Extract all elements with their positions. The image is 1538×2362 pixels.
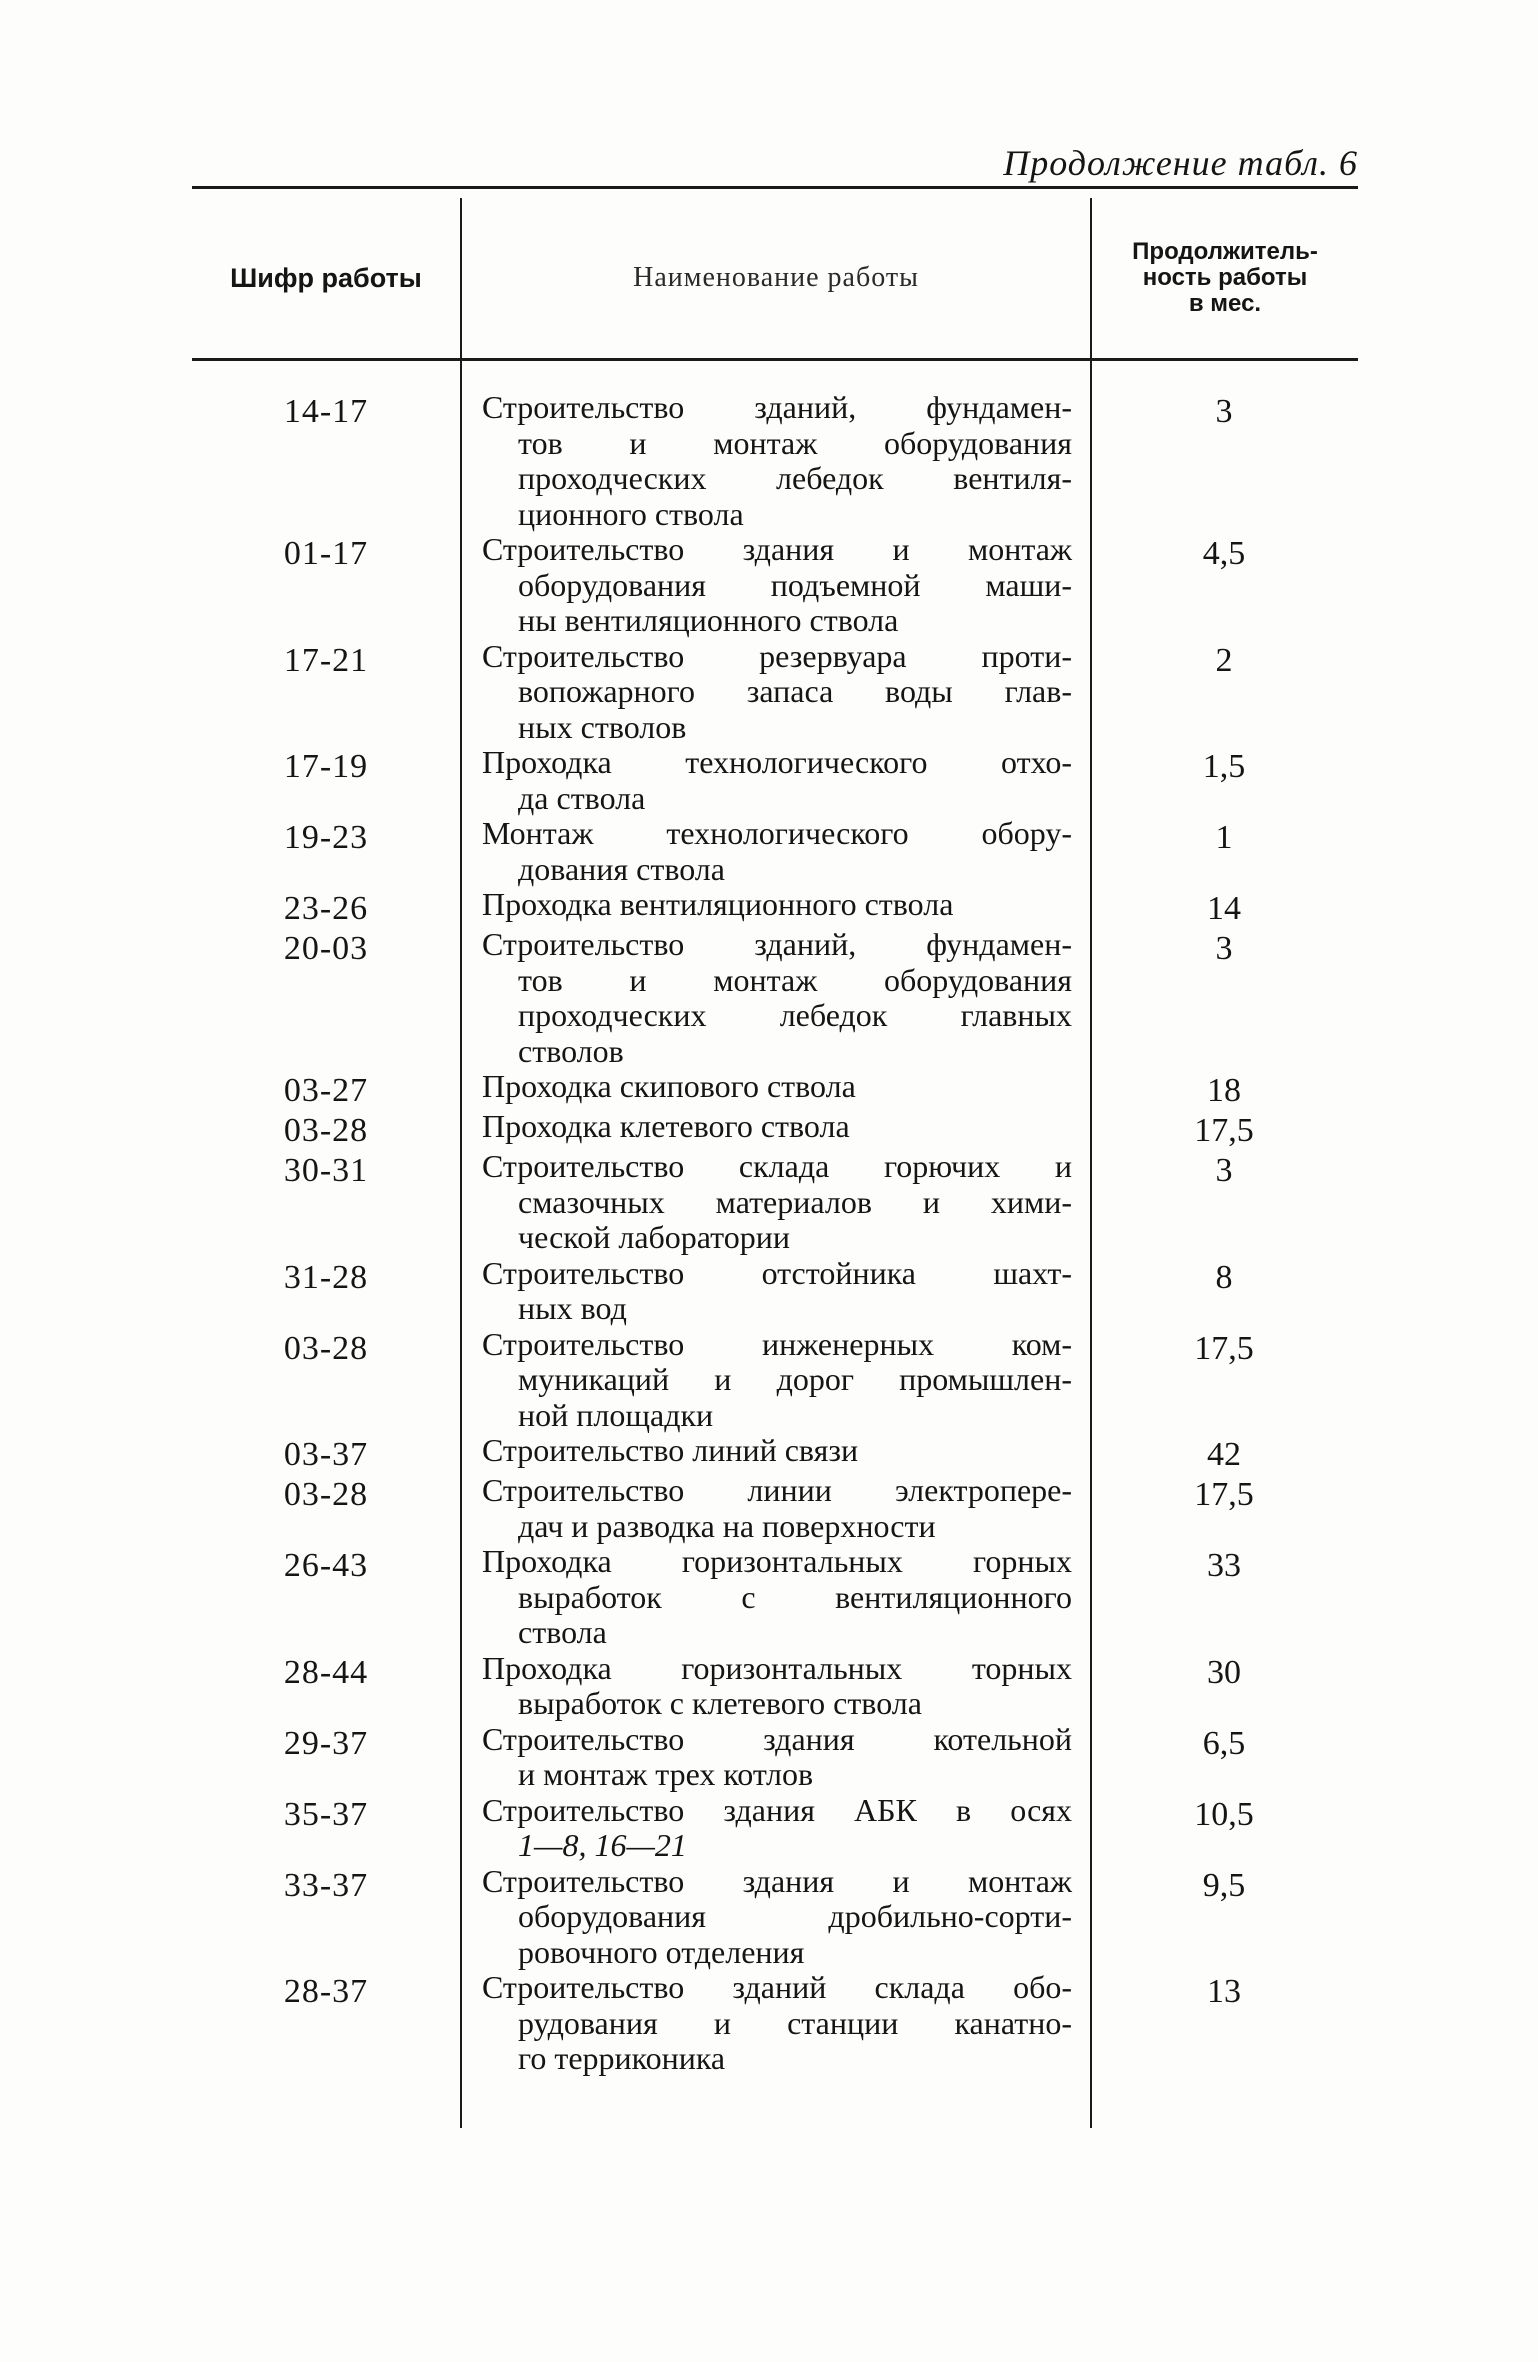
work-code: 19-23 xyxy=(283,819,369,856)
table-top-rule xyxy=(192,186,1358,189)
work-name-line: ны вентиляционного ствола xyxy=(518,602,899,638)
work-name xyxy=(460,1327,1090,1434)
work-duration: 1,5 xyxy=(1202,748,1246,785)
table-row xyxy=(192,816,1358,887)
work-name xyxy=(460,1109,1090,1149)
work-duration: 8 xyxy=(1215,1258,1233,1296)
work-name xyxy=(460,745,1090,816)
header-name: Наименование работы xyxy=(633,262,919,293)
work-name-line: ровочного отделения xyxy=(518,1933,805,1970)
work-name-line: Строительство линий связи xyxy=(482,1432,859,1468)
work-name xyxy=(460,887,1090,927)
work-name xyxy=(460,1793,1090,1864)
work-code: 30-31 xyxy=(283,1152,369,1189)
work-code: 28-44 xyxy=(283,1653,369,1691)
work-name xyxy=(460,816,1090,887)
work-name-line: Строительство здания и монтаж xyxy=(482,531,1072,567)
work-code: 20-03 xyxy=(283,930,369,967)
header-duration xyxy=(1092,200,1358,356)
work-name xyxy=(460,927,1090,1069)
work-duration: 10,5 xyxy=(1194,1795,1254,1833)
table-header-rule xyxy=(192,358,1358,361)
table-row xyxy=(192,1433,1358,1473)
work-name-line: Проходка горизонтальных торных xyxy=(482,1649,1072,1686)
work-name-line: Проходка клетевого ствола xyxy=(482,1108,850,1144)
work-name-line: Строительство линии электропере- xyxy=(482,1472,1072,1508)
work-code: 26-43 xyxy=(283,1547,369,1584)
table-row xyxy=(192,1864,1358,1971)
work-code: 29-37 xyxy=(283,1724,369,1762)
work-name xyxy=(460,532,1090,639)
work-code: 28-37 xyxy=(283,1973,369,2010)
work-duration: 17,5 xyxy=(1194,1329,1254,1367)
work-name-line: стволов xyxy=(518,1032,624,1069)
header-code: Шифр работы xyxy=(230,262,422,293)
work-name-line: муникаций и дорог промышлен- xyxy=(518,1361,1072,1397)
work-name-line: Строительство здания АБК в осях xyxy=(482,1791,1072,1828)
work-name-line: го терриконика xyxy=(518,2040,726,2076)
work-duration: 17,5 xyxy=(1194,1112,1254,1149)
work-duration: 42 xyxy=(1207,1436,1241,1473)
work-duration: 3 xyxy=(1215,393,1233,430)
work-name-line: дования ствола xyxy=(518,850,725,887)
table-row xyxy=(192,745,1358,816)
table-row xyxy=(192,1109,1358,1149)
work-code: 03-28 xyxy=(283,1329,369,1367)
work-name xyxy=(460,1473,1090,1544)
work-name-line: Монтаж технологического обору- xyxy=(482,815,1072,851)
work-name xyxy=(460,639,1090,746)
work-name xyxy=(460,1970,1090,2077)
work-duration: 2 xyxy=(1215,641,1233,679)
work-name-line: Строительство отстойника шахт- xyxy=(482,1254,1072,1291)
work-duration: 6,5 xyxy=(1202,1724,1246,1762)
work-name-line: Строительство зданий, фундамен- xyxy=(482,389,1072,425)
work-name-line: Строительство здания и монтаж xyxy=(482,1862,1072,1899)
work-duration: 33 xyxy=(1207,1547,1241,1584)
work-name-line: ной площадки xyxy=(518,1396,714,1433)
work-name-line: тов и монтаж оборудования xyxy=(518,424,1072,461)
table-row xyxy=(192,1651,1358,1722)
work-name-line: Проходка вентиляционного ствола xyxy=(482,886,954,922)
work-duration: 9,5 xyxy=(1202,1866,1246,1904)
work-name-line: дач и разводка на поверхности xyxy=(518,1507,936,1544)
header-duration-line: Продолжитель- xyxy=(1132,238,1318,265)
table-row xyxy=(192,887,1358,927)
work-code: 33-37 xyxy=(283,1866,369,1904)
work-name-line: ных вод xyxy=(518,1290,627,1326)
work-duration: 14 xyxy=(1207,890,1241,927)
work-name-line: вопожарного запаса воды глав- xyxy=(518,673,1072,709)
table-row xyxy=(192,532,1358,639)
work-name xyxy=(460,1256,1090,1327)
work-name-line: да ствола xyxy=(518,779,646,816)
table-row xyxy=(192,639,1358,746)
work-name-line: ных стволов xyxy=(518,708,687,745)
work-code: 03-27 xyxy=(283,1072,369,1109)
work-name-line: Проходка технологического отхо- xyxy=(482,744,1072,780)
work-duration: 18 xyxy=(1207,1072,1241,1109)
work-name-line: оборудования подъемной маши- xyxy=(518,566,1072,603)
work-duration: 1 xyxy=(1215,819,1233,856)
header-duration-line: ность работы xyxy=(1142,264,1308,291)
work-code: 01-17 xyxy=(283,535,369,572)
work-code: 23-26 xyxy=(283,890,369,927)
work-name-line: ционного ствола xyxy=(518,495,744,532)
work-code: 31-28 xyxy=(283,1258,369,1296)
work-name xyxy=(460,1544,1090,1651)
work-name-line: Проходка скипового ствола xyxy=(482,1068,856,1104)
work-name-line: ческой лаборатории xyxy=(518,1219,790,1255)
work-name xyxy=(460,390,1090,532)
work-name-line: проходческих лебедок главных xyxy=(518,997,1072,1033)
work-name-line: Строительство инженерных ком- xyxy=(482,1325,1072,1362)
work-name-line: выработок с вентиляционного xyxy=(518,1578,1072,1615)
work-name-line: выработок с клетевого ствола xyxy=(518,1685,922,1721)
work-duration: 3 xyxy=(1215,930,1233,967)
work-duration: 17,5 xyxy=(1194,1476,1254,1513)
work-name-line: ствола xyxy=(518,1614,607,1650)
work-name xyxy=(460,1651,1090,1722)
header-duration-line: в мес. xyxy=(1188,290,1262,317)
work-name xyxy=(460,1864,1090,1971)
work-duration: 4,5 xyxy=(1202,535,1246,572)
work-code: 35-37 xyxy=(283,1795,369,1833)
work-name-line: Строительство резервуара проти- xyxy=(482,637,1072,674)
table-row xyxy=(192,1069,1358,1109)
work-code: 03-28 xyxy=(283,1112,369,1149)
work-code: 03-28 xyxy=(283,1476,369,1513)
work-duration: 3 xyxy=(1215,1152,1233,1189)
work-code: 17-21 xyxy=(283,641,369,679)
table-row xyxy=(192,390,1358,532)
work-name xyxy=(460,1069,1090,1109)
table-caption: Продолжение табл. 6 xyxy=(1003,143,1358,183)
work-name-line: Строительство склада горючих и xyxy=(482,1148,1072,1184)
work-name-line: оборудования дробильно-сорти- xyxy=(518,1898,1072,1934)
work-name-line: 1—8, 16—21 xyxy=(518,1827,687,1863)
work-name xyxy=(460,1433,1090,1473)
work-duration: 30 xyxy=(1207,1653,1241,1691)
work-name-line: Строительство зданий, фундамен- xyxy=(482,926,1072,962)
table-row xyxy=(192,1970,1358,2077)
work-name xyxy=(460,1149,1090,1256)
table-row xyxy=(192,1327,1358,1434)
table-row xyxy=(192,1722,1358,1793)
work-name-line: проходческих лебедок вентиля- xyxy=(518,460,1072,496)
work-name-line: Строительство зданий склада обо- xyxy=(482,1969,1072,2005)
work-name-line: рудования и станции канатно- xyxy=(518,2004,1072,2041)
work-duration: 13 xyxy=(1207,1973,1241,2010)
work-name-line: и монтаж трех котлов xyxy=(518,1756,814,1792)
table-row xyxy=(192,1473,1358,1544)
work-code: 14-17 xyxy=(283,393,369,430)
table-row xyxy=(192,1793,1358,1864)
work-code: 03-37 xyxy=(283,1436,369,1473)
work-name-line: Проходка горизонтальных горных xyxy=(482,1543,1072,1579)
table-row xyxy=(192,1256,1358,1327)
table-row xyxy=(192,1544,1358,1651)
table-row xyxy=(192,1149,1358,1256)
table-body xyxy=(192,390,1358,2077)
work-name-line: тов и монтаж оборудования xyxy=(518,961,1072,998)
work-name xyxy=(460,1722,1090,1793)
work-name-line: смазочных материалов и хими- xyxy=(518,1183,1072,1220)
work-name-line: Строительство здания котельной xyxy=(482,1720,1072,1757)
table-row xyxy=(192,927,1358,1069)
work-code: 17-19 xyxy=(283,748,369,785)
